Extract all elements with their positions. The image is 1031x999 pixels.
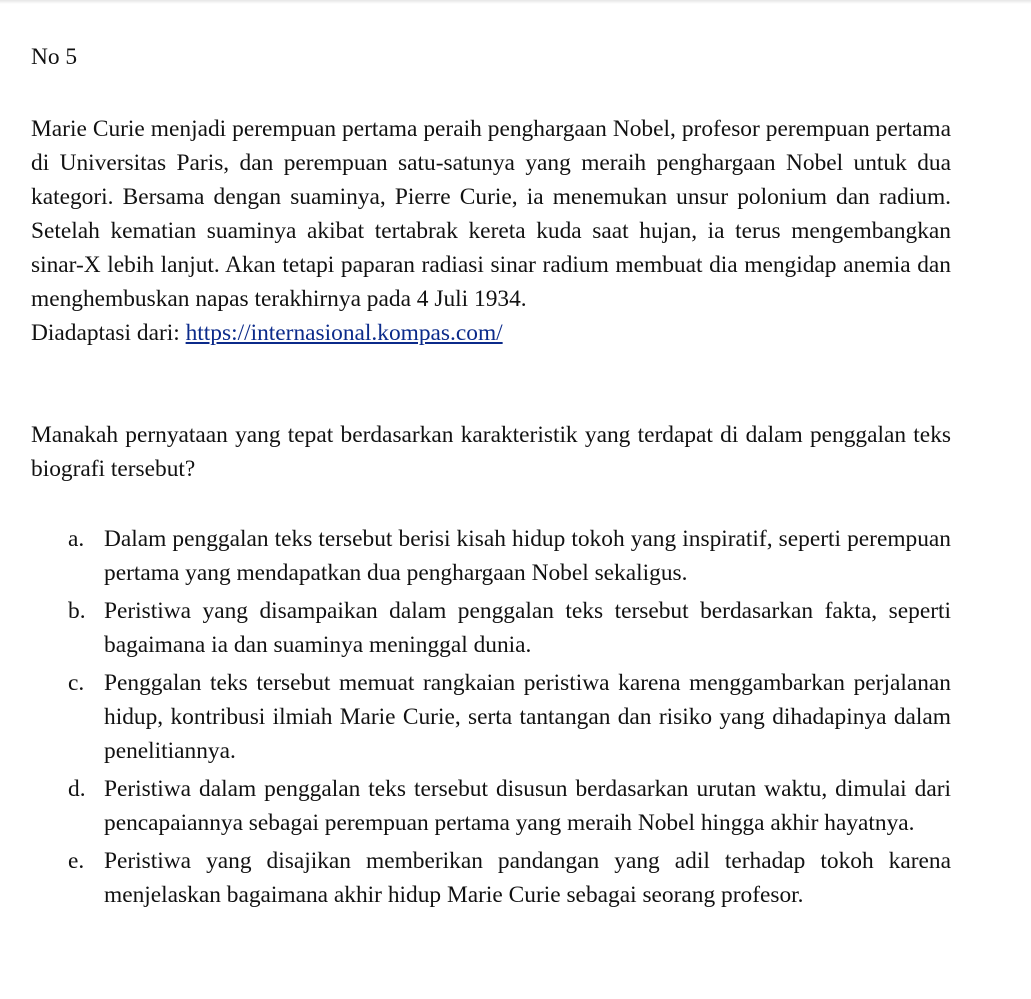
option-letter: a. bbox=[68, 526, 85, 552]
document-page bbox=[31, 40, 951, 916]
option-a[interactable] bbox=[68, 522, 951, 590]
source-link[interactable]: https://internasional.kompas.com/ bbox=[185, 320, 503, 346]
option-letter: e. bbox=[68, 848, 85, 874]
source-line bbox=[31, 316, 951, 350]
option-text: Dalam penggalan teks tersebut berisi kisah hidup tokoh yang inspiratif, seperti perempuan pertama yang mendapatkan dua penghargaan Nobel sekaligus. bbox=[104, 526, 951, 586]
option-d[interactable] bbox=[68, 772, 951, 840]
source-label: Diadaptasi dari: bbox=[31, 320, 180, 346]
option-text: Penggalan teks tersebut memuat rangkaian peristiwa karena menggambarkan perjalanan hidup, kontribusi ilmiah Marie Curie, serta tantangan dan risiko yang dihadapinya dalam penelitiannya. bbox=[104, 670, 951, 764]
answer-options bbox=[31, 522, 951, 912]
passage-text: Marie Curie menjadi perempuan pertama peraih penghargaan Nobel, profesor perempuan pertama di Universitas Paris, dan perempuan satu-satunya yang meraih penghargaan Nobel untuk dua kategori. Bersama dengan suaminya, Pierre Curie, ia menemukan unsur polonium dan radium. Setelah kematian suaminya akibat tertabrak kereta kuda saat hujan, ia terus mengembangkan sinar-X lebih lanjut. Akan tetapi paparan radiasi sinar radium membuat dia mengidap anemia dan menghembuskan napas terakhirnya pada 4 Juli 1934. bbox=[31, 116, 951, 312]
option-letter: b. bbox=[68, 598, 86, 624]
option-text: Peristiwa yang disampaikan dalam penggalan teks tersebut berdasarkan fakta, seperti bagaimana ia dan suaminya meninggal dunia. bbox=[104, 598, 951, 658]
option-letter: c. bbox=[68, 670, 85, 696]
option-b[interactable] bbox=[68, 594, 951, 662]
option-letter: d. bbox=[68, 776, 86, 802]
option-text: Peristiwa yang disajikan memberikan pandangan yang adil terhadap tokoh karena menjelaskan bagaimana akhir hidup Marie Curie sebagai seorang profesor. bbox=[104, 848, 951, 908]
option-e[interactable] bbox=[68, 844, 951, 912]
top-edge-shadow bbox=[0, 0, 1031, 4]
option-text: Peristiwa dalam penggalan teks tersebut disusun berdasarkan urutan waktu, dimulai dari pencapaiannya sebagai perempuan pertama yang meraih Nobel hingga akhir hayatnya. bbox=[104, 776, 951, 836]
question-number: No 5 bbox=[31, 44, 78, 70]
question-text: Manakah pernyataan yang tepat berdasarkan karakteristik yang terdapat di dalam penggalan teks biografi tersebut? bbox=[31, 422, 951, 482]
option-c[interactable] bbox=[68, 666, 951, 768]
passage bbox=[31, 112, 951, 350]
